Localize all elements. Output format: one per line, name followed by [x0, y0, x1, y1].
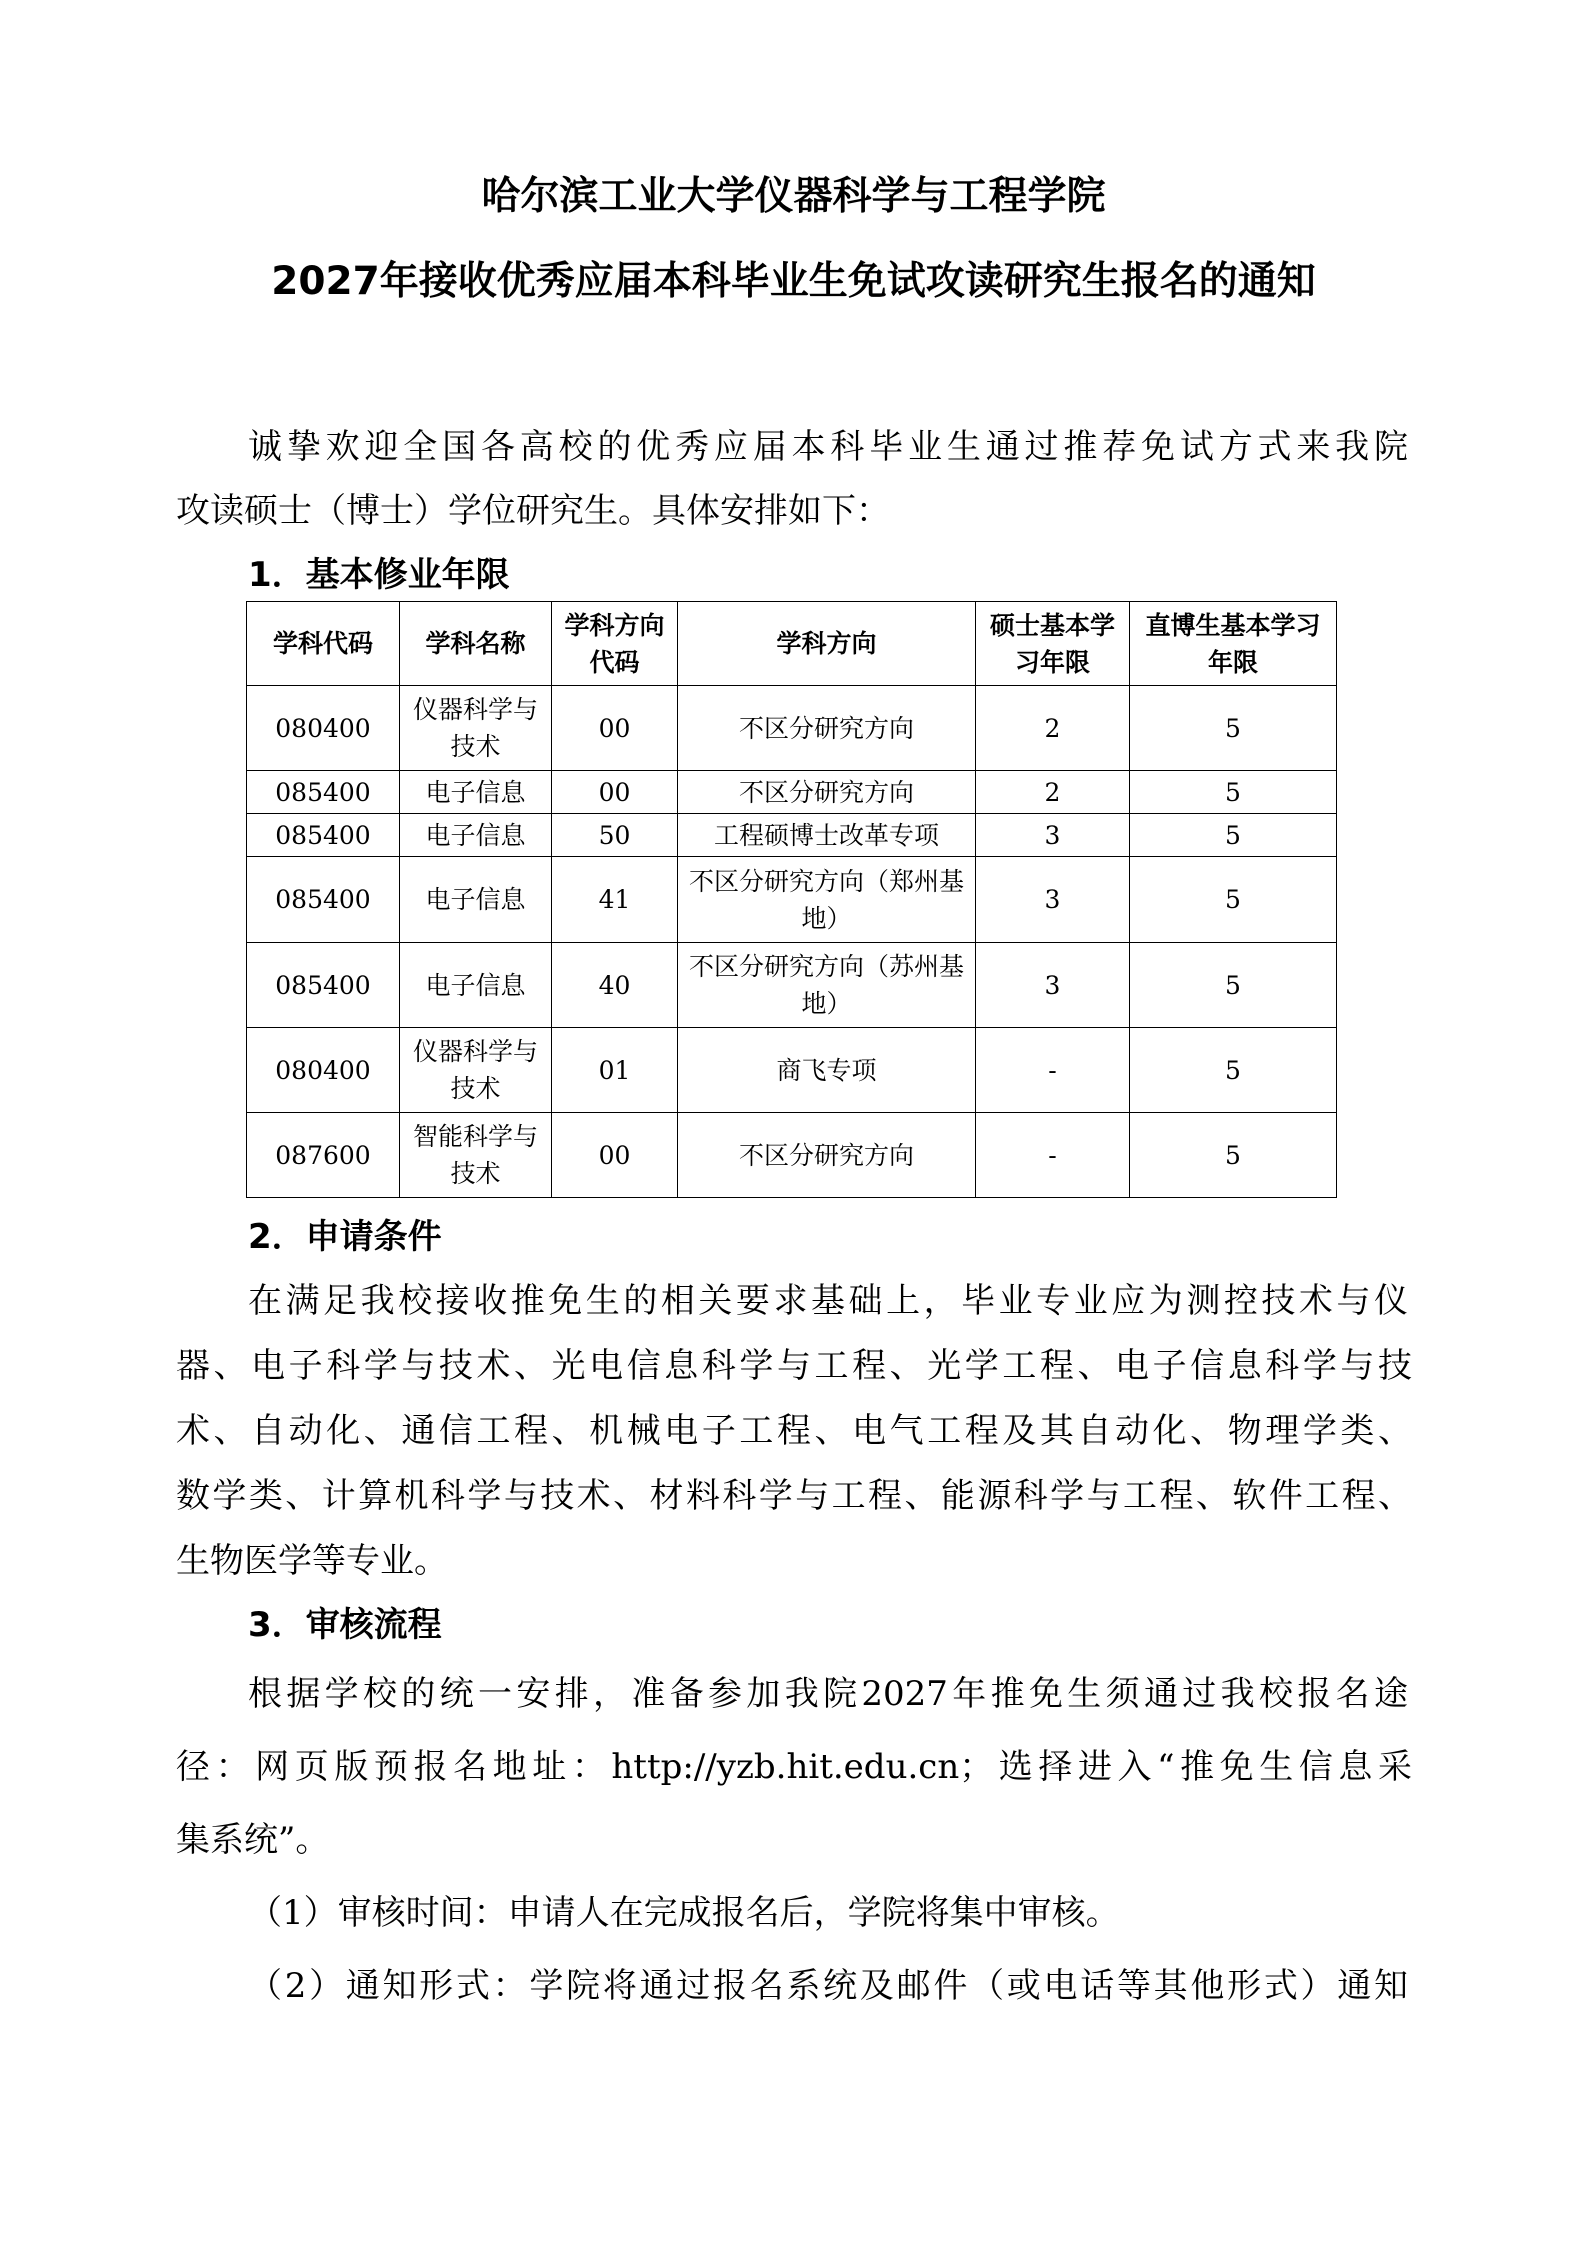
table-cell: 仪器科学与技术: [400, 686, 552, 771]
table-cell: 不区分研究方向（苏州基地）: [678, 943, 976, 1028]
table-cell: 3: [976, 814, 1130, 857]
section3-item-1: （1）审核时间：申请人在完成报名后，学院将集中审核。: [248, 1893, 1120, 1933]
table-cell: 2: [976, 771, 1130, 814]
table-row: [247, 771, 1337, 814]
table-cell: 5: [1130, 1113, 1337, 1198]
table-cell: 080400: [247, 1028, 400, 1113]
table-cell: -: [976, 1028, 1130, 1113]
section2-line-5: 生物医学等专业。: [176, 1541, 448, 1581]
table-header-row: [247, 602, 1337, 686]
table-cell: 电子信息: [400, 771, 552, 814]
table-cell: 40: [552, 943, 678, 1028]
table-cell: 5: [1130, 1028, 1337, 1113]
table-cell: 不区分研究方向: [678, 686, 976, 771]
header-cell: 学科名称: [400, 602, 552, 686]
table-cell: -: [976, 1113, 1130, 1198]
table-cell: 01: [552, 1028, 678, 1113]
table-cell: 商飞专项: [678, 1028, 976, 1113]
table-cell: 工程硕博士改革专项: [678, 814, 976, 857]
header-cell: 学科代码: [247, 602, 400, 686]
table-cell: 00: [552, 686, 678, 771]
section1-heading: 1．基本修业年限: [248, 555, 510, 595]
table-cell: 085400: [247, 771, 400, 814]
section3-line-3: 集系统”。: [176, 1820, 330, 1860]
table-row: [247, 943, 1337, 1028]
table-row: [247, 857, 1337, 943]
intro-line-2: 攻读硕士（博士）学位研究生。具体安排如下：: [176, 491, 890, 531]
table-cell: 仪器科学与技术: [400, 1028, 552, 1113]
table-cell: 00: [552, 771, 678, 814]
section2-line-4: 数学类、计算机科学与技术、材料科学与工程、能源科学与工程、软件工程、: [176, 1476, 1412, 1516]
table-cell: 5: [1130, 686, 1337, 771]
table-cell: 5: [1130, 857, 1337, 943]
header-cell: 学科方向: [678, 602, 976, 686]
section2-line-2: 器、电子科学与技术、光电信息科学与工程、光学工程、电子信息科学与技: [176, 1346, 1412, 1386]
section3-line-1: 根据学校的统一安排，准备参加我院2027年推免生须通过我校报名途: [248, 1674, 1408, 1714]
section2-line-1: 在满足我校接收推免生的相关要求基础上，毕业专业应为测控技术与仪: [248, 1281, 1408, 1321]
section3-heading: 3．审核流程: [248, 1605, 442, 1645]
table-cell: 5: [1130, 814, 1337, 857]
table-cell: 5: [1130, 943, 1337, 1028]
table-cell: 不区分研究方向: [678, 1113, 976, 1198]
table-cell: 087600: [247, 1113, 400, 1198]
table-cell: 不区分研究方向（郑州基地）: [678, 857, 976, 943]
table-cell: 00: [552, 1113, 678, 1198]
table-cell: 3: [976, 857, 1130, 943]
table-row: [247, 1028, 1337, 1113]
table-row: [247, 1113, 1337, 1198]
table-cell: 不区分研究方向: [678, 771, 976, 814]
header-cell: 硕士基本学习年限: [976, 602, 1130, 686]
section2-line-3: 术、自动化、通信工程、机械电子工程、电气工程及其自动化、物理学类、: [176, 1411, 1412, 1451]
header-cell: 学科方向代码: [552, 602, 678, 686]
table-cell: 电子信息: [400, 943, 552, 1028]
section3-item-2: （2）通知形式：学院将通过报名系统及邮件（或电话等其他形式）通知: [248, 1966, 1408, 2006]
table-cell: 085400: [247, 857, 400, 943]
header-cell: 直博生基本学习年限: [1130, 602, 1337, 686]
table-cell: 2: [976, 686, 1130, 771]
intro-line-1: 诚挚欢迎全国各高校的优秀应届本科毕业生通过推荐免试方式来我院: [248, 427, 1408, 467]
table-cell: 50: [552, 814, 678, 857]
table-cell: 5: [1130, 771, 1337, 814]
table-cell: 085400: [247, 814, 400, 857]
table-cell: 电子信息: [400, 857, 552, 943]
table-cell: 41: [552, 857, 678, 943]
table-cell: 智能科学与技术: [400, 1113, 552, 1198]
table-cell: 3: [976, 943, 1130, 1028]
table-row: [247, 814, 1337, 857]
document-title-line2: 2027年接收优秀应届本科毕业生免试攻读研究生报名的通知: [271, 259, 1316, 304]
table-row: [247, 686, 1337, 771]
table-cell: 电子信息: [400, 814, 552, 857]
table-cell: 080400: [247, 686, 400, 771]
study-years-table: [246, 601, 1337, 1198]
section3-line-2: 径：网页版预报名地址：http://yzb.hit.edu.cn；选择进入“推免生信息采: [176, 1747, 1412, 1787]
document-title-line1: 哈尔滨工业大学仪器科学与工程学院: [481, 174, 1106, 219]
table-cell: 085400: [247, 943, 400, 1028]
section2-heading: 2．申请条件: [248, 1217, 442, 1257]
